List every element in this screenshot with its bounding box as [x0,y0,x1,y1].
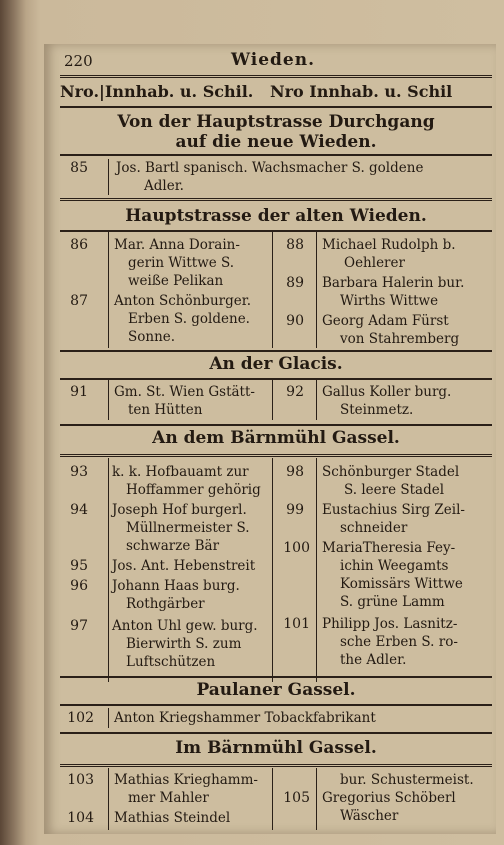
entry-number: 91 [70,384,88,400]
running-title: Wieden. [230,50,316,70]
column-divider [108,458,109,682]
section-title-im-baernmuehl: Im Bärnmühl Gassel. [175,738,377,758]
entry-text: k. k. Hofbauamt zur [112,464,249,480]
column-divider [272,768,273,830]
entry-text: gerin Wittwe S. [128,255,235,271]
page-header [64,50,482,72]
entry-text: Mathias Krieghamm- [114,772,258,788]
column-divider [108,232,109,348]
column-divider [272,458,273,682]
entry-text: mer Mahler [128,790,209,806]
column-divider [316,458,317,682]
entry-text: Schönburger Stadel [322,464,460,480]
entry-text: Philipp Jos. Lasnitz- [322,616,458,632]
section-rule [60,764,492,767]
entry-number: 100 [283,540,310,556]
entry-text: Mar. Anna Dorain- [114,237,240,253]
section-rule [60,350,492,352]
entry-text: ten Hütten [128,402,203,418]
entry-text: Oehlerer [344,255,405,271]
entry-text: Anton Uhl gew. burg. [112,618,258,634]
entry-text: Rothgärber [126,596,205,612]
section-title-text: Von der Hauptstrasse Durchgang auf die neue Wieden. [117,112,435,152]
entry-text: Johann Haas burg. [112,578,240,594]
column-divider [108,159,109,195]
entry-text: ichin Weegamts [340,558,449,574]
entry-number: 85 [70,160,88,176]
column-header-right: Nro Innhab. u. Schil [270,82,453,101]
entry-text: Sonne. [128,329,176,345]
column-divider [108,380,109,420]
entry-number: 94 [70,502,88,518]
entry-number: 95 [70,558,88,574]
entry-text: Jos. Ant. Hebenstreit [112,558,256,574]
entry-text: S. grüne Lamm [340,594,445,610]
entry-text: Hoffammer gehörig [126,482,261,498]
entry-number: 101 [283,616,310,632]
section-title-baernmuehl: An dem Bärnmühl Gassel. [152,428,400,448]
entry-text: Barbara Halerin bur. [322,275,465,291]
entry-text: Bierwirth S. zum [126,636,242,652]
entry-text: MariaTheresia Fey- [322,540,456,556]
column-divider [316,380,317,420]
column-divider [316,768,317,830]
entry-text: Jos. Bartl spanisch. Wachsmacher S. goldene [116,160,424,176]
entry-number: 103 [67,772,94,788]
entry-text: Wäscher [340,808,399,824]
entry-number: 92 [286,384,304,400]
section-rule [60,154,492,156]
entry-text: Steinmetz. [340,402,414,418]
section-rule [60,230,492,232]
section-title-hauptstrasse: Hauptstrasse der alten Wieden. [125,206,427,226]
section-rule [60,704,492,706]
section-rule [60,198,492,201]
page [44,44,496,834]
section-rule [60,454,492,457]
column-divider [108,768,109,830]
entry-text: Gregorius Schöberl [322,790,456,806]
entry-number: 104 [67,810,94,826]
entry-text: schneider [340,520,408,536]
entry-text: bur. Schustermeist. [340,772,474,788]
entry-text: Müllnermeister S. [126,520,250,536]
page-number: 220 [64,52,93,70]
entry-text: the Adler. [340,652,407,668]
column-header-left: Nro.|Innhab. u. Schil. [60,82,254,101]
entry-text: Gm. St. Wien Gstätt- [114,384,255,400]
entry-number: 99 [286,502,304,518]
entry-number: 96 [70,578,88,594]
entry-number: 105 [283,790,310,806]
section-title-glacis: An der Glacis. [209,354,343,374]
entry-text: Anton Schönburger. [114,293,251,309]
entry-text: schwarze Bär [126,538,220,554]
section-rule [60,378,492,380]
section-rule [60,676,492,678]
entry-number: 102 [67,710,94,726]
entry-text: weiße Pelikan [128,273,224,289]
entry-number: 90 [286,313,304,329]
entry-text: Erben S. goldene. [128,311,250,327]
entry-text: Anton Kriegshammer Tobackfabrikant [114,710,376,726]
section-title-durchgang [60,112,492,152]
entry-text: S. leere Stadel [344,482,445,498]
entry-text: Adler. [144,178,184,194]
column-divider [108,708,109,728]
entry-text: Wirths Wittwe [340,293,439,309]
entry-text: Michael Rudolph b. [322,237,456,253]
entry-text: Gallus Koller burg. [322,384,452,400]
entry-number: 88 [286,237,304,253]
entry-number: 89 [286,275,304,291]
entry-number: 87 [70,293,88,309]
section-rule [60,424,492,426]
column-divider [272,380,273,420]
entry-number: 93 [70,464,88,480]
entry-text: Joseph Hof burgerl. [112,502,247,518]
column-header-rule [60,106,492,108]
entry-text: von Stahremberg [340,331,460,347]
entry-number: 86 [70,237,88,253]
entry-text: Georg Adam Fürst [322,313,449,329]
section-title-paulaner: Paulaner Gassel. [196,680,356,700]
column-divider [272,232,273,348]
entry-number: 98 [286,464,304,480]
column-divider [316,232,317,348]
entry-text: Eustachius Sirg Zeil- [322,502,465,518]
entry-text: Komissärs Wittwe [340,576,463,592]
section-rule [60,732,492,734]
column-headers [60,80,496,106]
header-rule [60,75,492,78]
entry-text: Mathias Steindel [114,810,231,826]
entry-text: Luftschützen [126,654,216,670]
entry-text: sche Erben S. ro- [340,634,458,650]
entry-number: 97 [70,618,88,634]
